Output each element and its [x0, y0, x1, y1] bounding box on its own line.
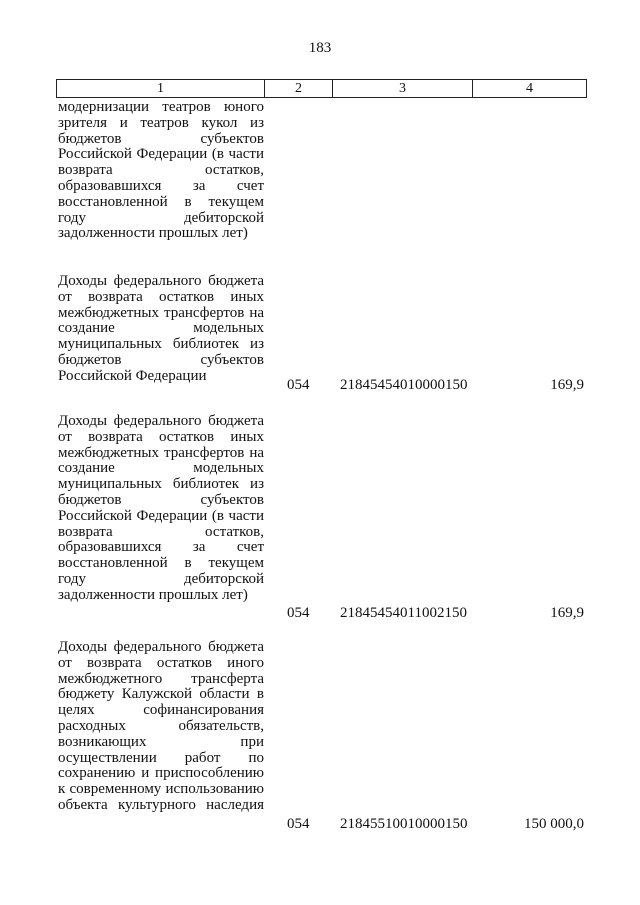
column-header-row — [57, 80, 587, 98]
row-amount: 169,9 — [550, 377, 584, 393]
row-budget-code: 21845454011002150 — [340, 605, 467, 621]
row-description: модернизации театров юного зрителя и театров кукол из бюджетов субъектов Российской Федерации (в части возврата остатков, образовавшихся за счет восстановленной в текущем году дебиторской задолженности прошлых лет) — [58, 99, 264, 242]
row-budget-code: 21845510010000150 — [340, 816, 468, 832]
row-amount: 150 000,0 — [524, 816, 584, 832]
column-header-4: 4 — [473, 80, 587, 98]
row-description: Доходы федерального бюджета от возврата остатков иных межбюджетных трансфертов на создание модельных муниципальных библиотек из бюджетов субъектов Российской Федерации (в части возврата остатков, образовавшихся за счет восстановленной в текущем году дебиторской задолженности прошлых лет) — [58, 413, 264, 603]
column-header-1: 1 — [57, 80, 265, 98]
page-number: 183 — [308, 40, 332, 56]
row-amount: 169,9 — [550, 605, 584, 621]
row-admin-code: 054 — [287, 816, 310, 832]
row-admin-code: 054 — [287, 605, 310, 621]
column-header-table — [56, 79, 587, 98]
column-header-3: 3 — [333, 80, 473, 98]
row-description: Доходы федерального бюджета от возврата остатков иного межбюджетного трансферта бюджету Калужской области в целях софинансирования расходных обязательств, возникающих при осуществлении работ по сохранению и приспособлению к современному использованию объекта культурного наследия — [58, 639, 264, 813]
row-admin-code: 054 — [287, 377, 310, 393]
row-budget-code: 21845454010000150 — [340, 377, 468, 393]
column-header-2: 2 — [265, 80, 333, 98]
row-description: Доходы федерального бюджета от возврата остатков иных межбюджетных трансфертов на создание модельных муниципальных библиотек из бюджетов субъектов Российской Федерации — [58, 273, 264, 384]
